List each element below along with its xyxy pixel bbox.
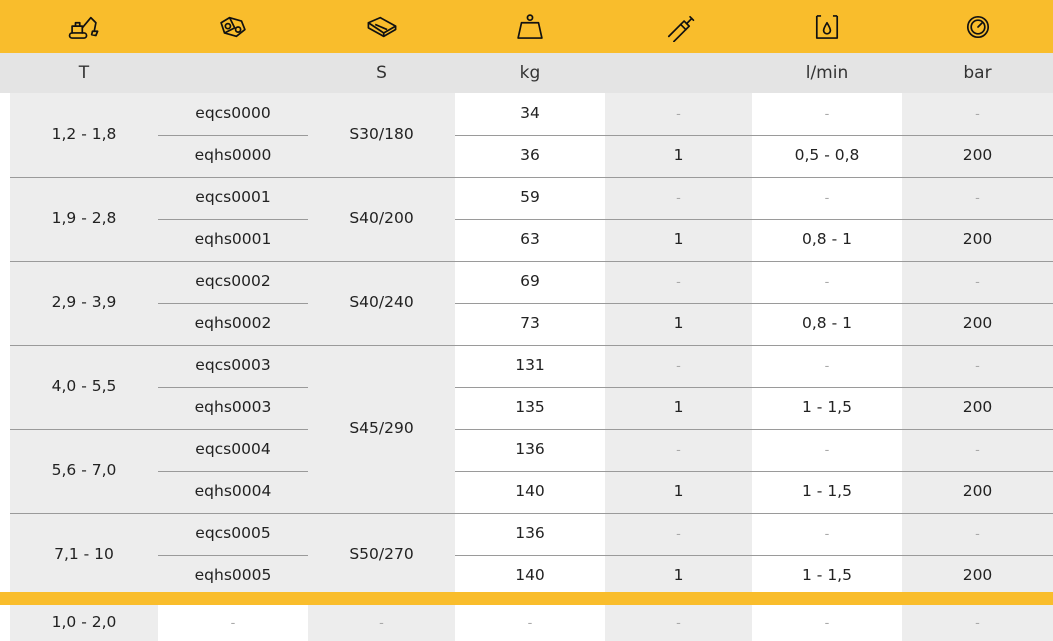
oil-flow-cell: - [752,93,902,135]
quantity-cell: - [605,429,752,471]
weight-cell: 69 [455,261,605,303]
row-divider [455,429,1053,430]
footer-tonnage: 1,0 - 2,0 [10,605,158,641]
size-cell: S40/200 [308,177,455,261]
row-divider [10,345,1053,346]
unit-flow: l/min [805,62,849,83]
unit-quantity [605,53,752,93]
weight-cell: 36 [455,135,605,177]
size-cell: S40/240 [308,261,455,345]
pressure-cell: 200 [902,387,1053,429]
oil-flow-cell: - [752,177,902,219]
oil-flow-cell: 0,8 - 1 [752,303,902,345]
part-code-cell: eqcs0000 [158,93,308,135]
weight-cell: 140 [455,555,605,597]
footer-pressure: - [902,605,1053,641]
tonnage-cell: 4,0 - 5,5 [10,345,158,429]
part-code-cell: eqcs0004 [158,429,308,471]
quick-coupler-icon [308,0,455,53]
part-code-cell: eqhs0000 [158,135,308,177]
part-code-cell: eqhs0004 [158,471,308,513]
footer-size: - [308,605,455,641]
tonnage-cell: 1,2 - 1,8 [10,93,158,177]
oil-flow-cell: 1 - 1,5 [752,555,902,597]
oil-flow-cell: 1 - 1,5 [752,387,902,429]
oil-flow-cell: - [752,345,902,387]
weight-cell: 131 [455,345,605,387]
tonnage-cell: 5,6 - 7,0 [10,429,158,513]
pressure-cell: - [902,261,1053,303]
row-divider [10,261,1053,262]
footer-flow: - [752,605,902,641]
weight-cell: 34 [455,93,605,135]
part-code-cell: eqhs0001 [158,219,308,261]
excavator-icon [10,0,158,53]
weight-cell: 135 [455,387,605,429]
row-divider [455,471,1053,472]
row-divider [158,303,308,304]
oil-flow-cell: 0,5 - 0,8 [752,135,902,177]
quantity-cell: 1 [605,555,752,597]
row-divider [158,555,308,556]
hose-coupler-icon [158,0,308,53]
pressure-cell: - [902,93,1053,135]
row-divider [455,555,1053,556]
quantity-cell: 1 [605,303,752,345]
weight-cell: 140 [455,471,605,513]
weight-cell: 73 [455,303,605,345]
part-code-cell: eqhs0005 [158,555,308,597]
row-divider [455,135,1053,136]
pressure-cell: 200 [902,303,1053,345]
unit-code [158,53,308,93]
quantity-cell: 1 [605,387,752,429]
tonnage-cell: 1,9 - 2,8 [10,177,158,261]
unit-weight: kg [519,62,541,83]
row-divider [455,219,1053,220]
pressure-cell: - [902,177,1053,219]
tonnage-cell: 2,9 - 3,9 [10,261,158,345]
weight-icon [455,0,605,53]
row-divider [10,177,1053,178]
row-divider [158,471,308,472]
row-divider [158,387,308,388]
unit-pressure: bar [963,62,992,83]
pressure-gauge-icon [902,0,1053,53]
oil-flow-cell: - [752,261,902,303]
oil-flow-cell: 0,8 - 1 [752,219,902,261]
pressure-cell: - [902,345,1053,387]
footer-weight: - [455,605,605,641]
part-code-cell: eqcs0002 [158,261,308,303]
unit-tonnage: T [78,62,90,83]
row-divider [455,303,1053,304]
quantity-cell: 1 [605,219,752,261]
part-code-cell: eqcs0005 [158,513,308,555]
row-divider [455,387,1053,388]
quantity-cell: - [605,261,752,303]
icon-header-row [0,0,1053,53]
part-code-cell: eqcs0001 [158,177,308,219]
pressure-cell: 200 [902,555,1053,597]
row-divider [10,513,1053,514]
size-cell: S50/270 [308,513,455,597]
oil-flow-icon [752,0,902,53]
quantity-cell: - [605,345,752,387]
weight-cell: 63 [455,219,605,261]
pressure-cell: 200 [902,135,1053,177]
quantity-cell: 1 [605,135,752,177]
oil-flow-cell: - [752,429,902,471]
unit-size: S [376,62,387,83]
quantity-cell: 1 [605,471,752,513]
size-cell: S30/180 [308,93,455,177]
weight-cell: 59 [455,177,605,219]
pressure-cell: - [902,429,1053,471]
part-code-cell: eqhs0002 [158,303,308,345]
row-divider [158,219,308,220]
grease-gun-icon [605,0,752,53]
weight-cell: 136 [455,513,605,555]
tonnage-cell: 7,1 - 10 [10,513,158,597]
quantity-cell: - [605,93,752,135]
oil-flow-cell: - [752,513,902,555]
footer-quantity: - [605,605,752,641]
pressure-cell: 200 [902,219,1053,261]
quantity-cell: - [605,177,752,219]
weight-cell: 136 [455,429,605,471]
quantity-cell: - [605,513,752,555]
part-code-cell: eqhs0003 [158,387,308,429]
footer-code: - [158,605,308,641]
oil-flow-cell: 1 - 1,5 [752,471,902,513]
section-divider [0,592,1053,605]
pressure-cell: 200 [902,471,1053,513]
part-code-cell: eqcs0003 [158,345,308,387]
row-divider [10,429,308,430]
row-divider [158,135,308,136]
pressure-cell: - [902,513,1053,555]
size-cell: S45/290 [308,345,455,513]
